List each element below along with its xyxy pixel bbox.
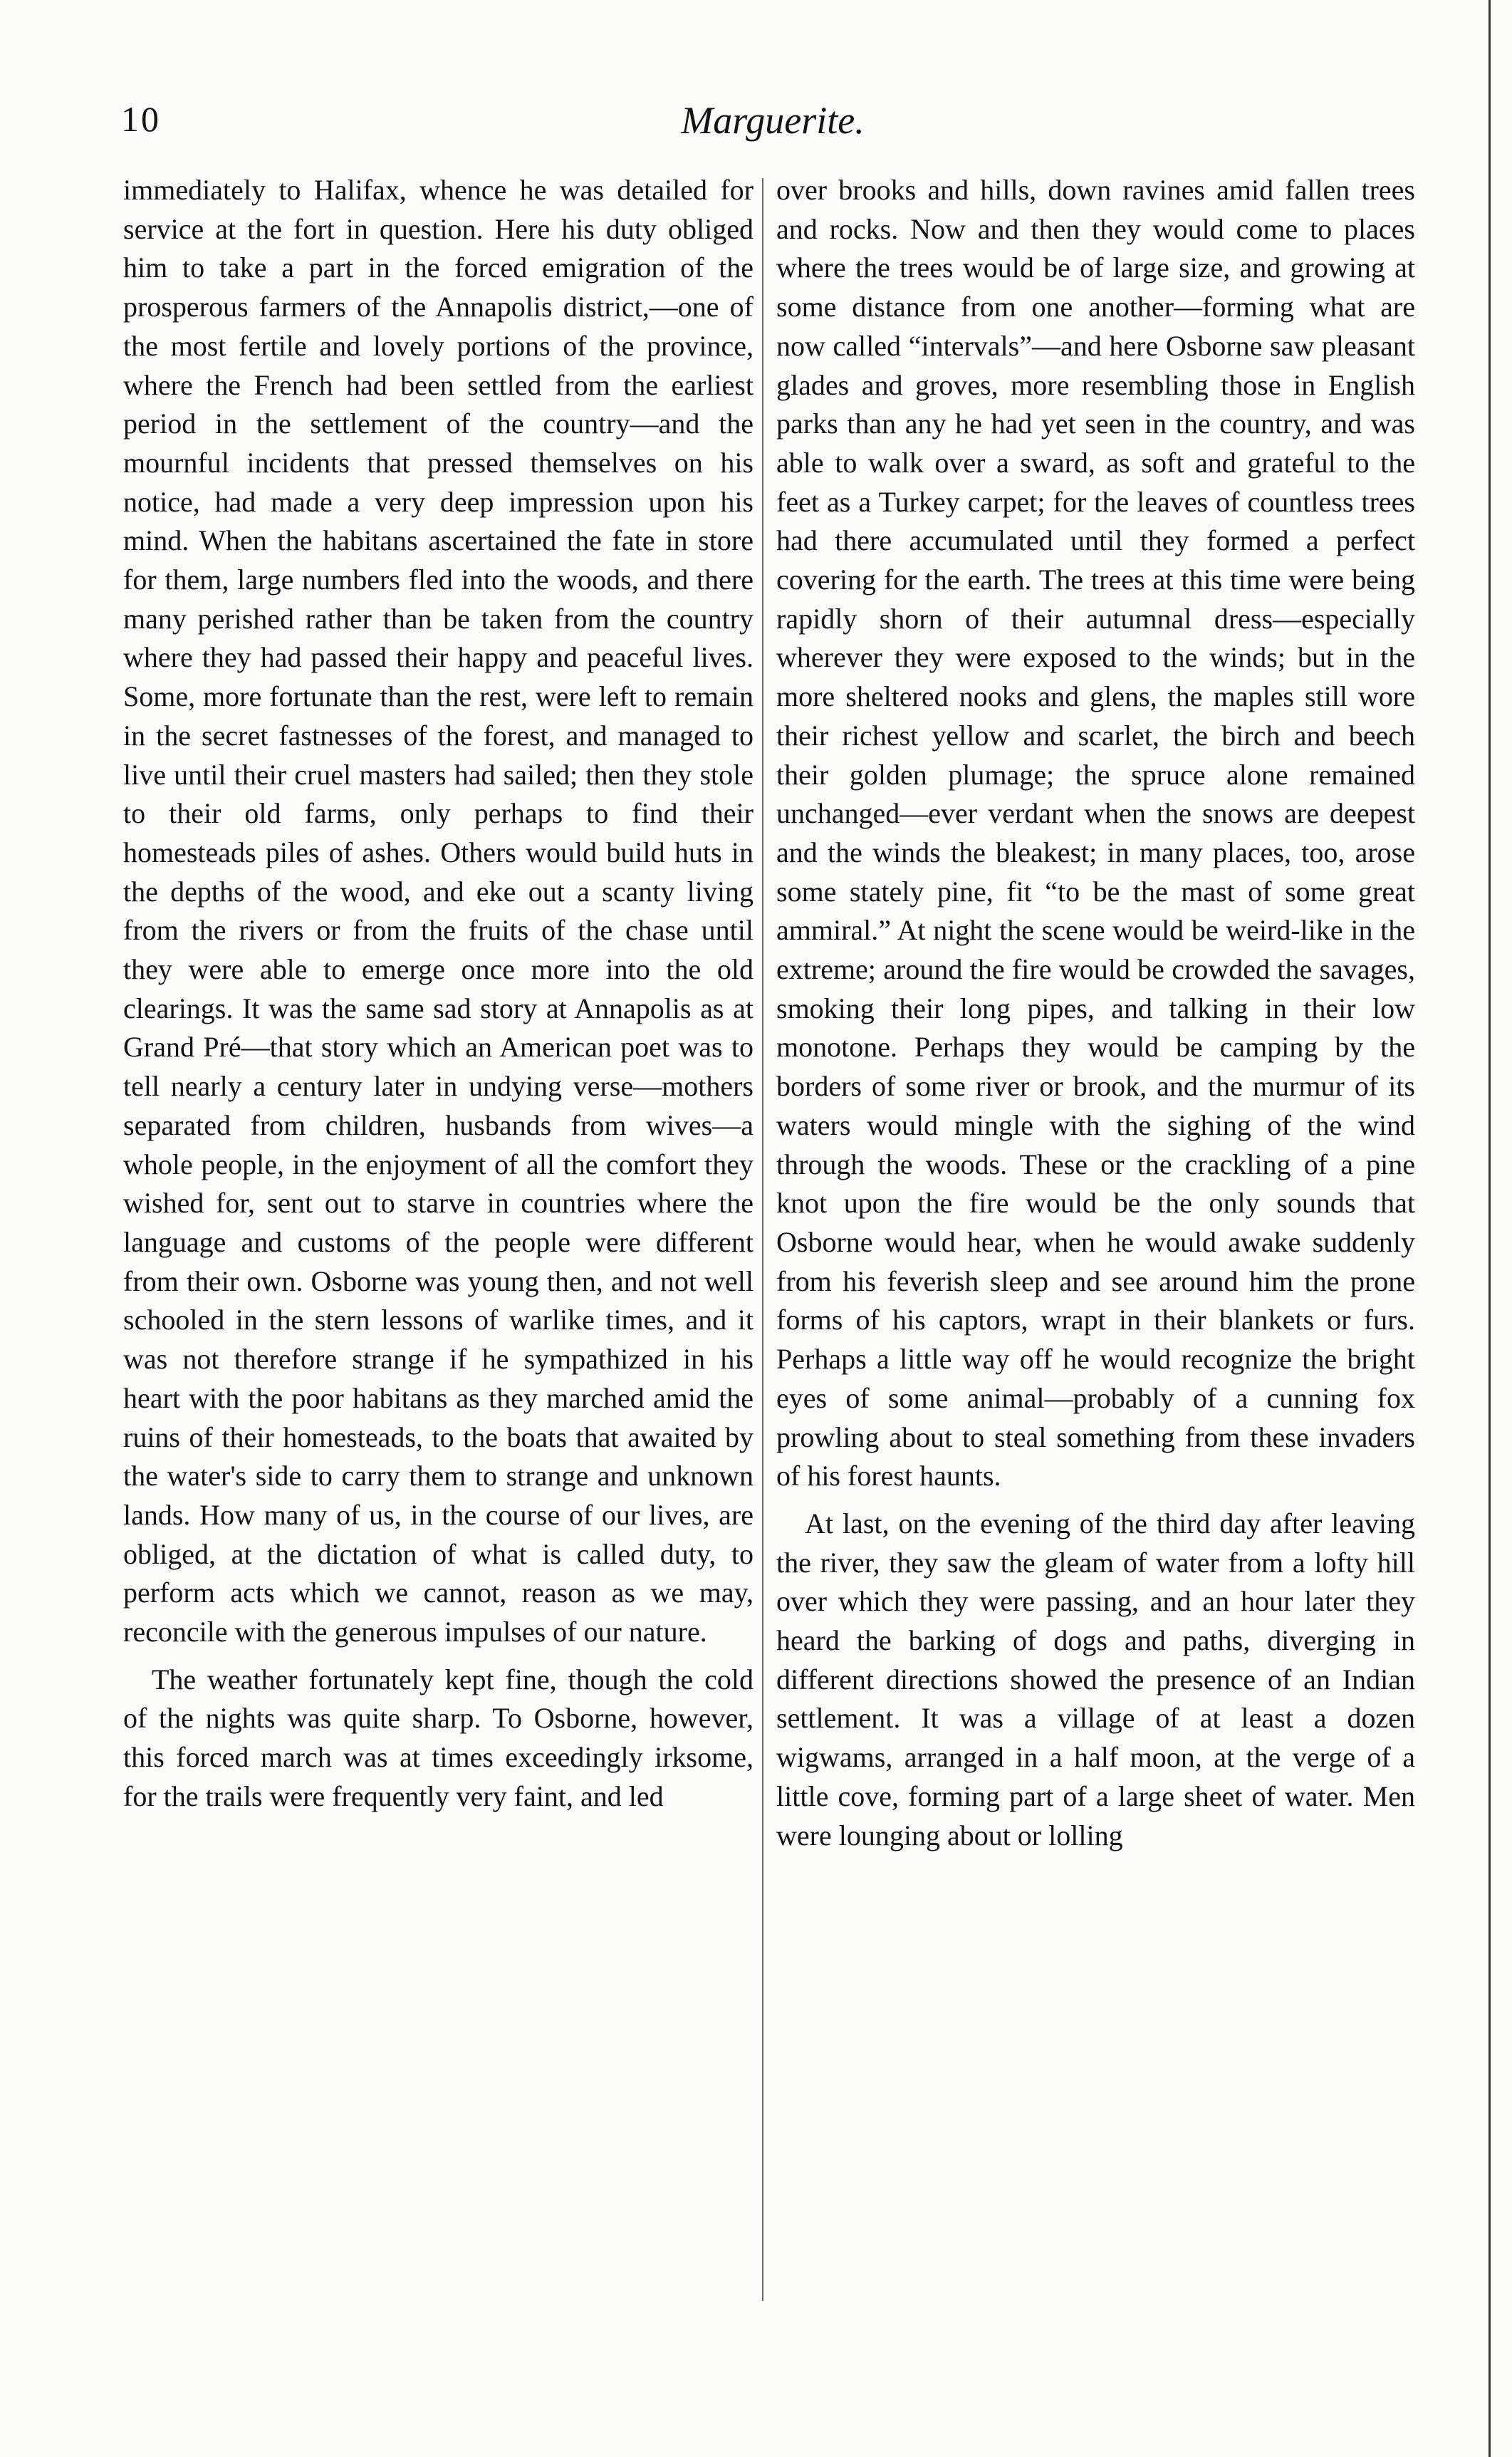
page-edge bbox=[1488, 0, 1491, 2457]
right-column bbox=[776, 171, 1415, 1855]
left-column bbox=[123, 171, 754, 1817]
page-number: 10 bbox=[121, 99, 161, 139]
right-paragraph-1: over brooks and hills, down ravines amid fallen trees and rocks. Now and then they would come to places where the trees would be of large size, and growing at some distance from one another—forming what are now called “intervals”—and here Osborne saw pleasant glades and groves, more resembling those in English parks than any he had yet seen in the country, and was able to walk over a sward, as soft and grateful to the feet as a Turkey carpet; for the leaves of countless trees had there accumulated until they formed a perfect covering for the earth. The trees at this time were being rapidly shorn of their autumnal dress—especially wherever they were exposed to the winds; but in the more sheltered nooks and glens, the maples still wore their richest yellow and scarlet, the birch and beech their golden plumage; the spruce alone remained unchanged—ever verdant when the snows are deepest and the winds the bleakest; in many places, too, arose some stately pine, fit “to be the mast of some great ammiral.” At night the scene would be weird-like in the extreme; around the fire would be crowded the savages, smoking their long pipes, and talking in their low monotone. Perhaps they would be camping by the borders of some river or brook, and the murmur of its waters would mingle with the sighing of the wind through the woods. These or the crackling of a pine knot upon the fire would be the only sounds that Osborne would hear, when he would awake suddenly from his feverish sleep and see around him the prone forms of his captors, wrapt in their blankets or furs. Perhaps a little way off he would recognize the bright eyes of some animal—probably of a cunning fox prowling about to steal something from these invaders of his forest haunts. bbox=[776, 174, 1415, 1492]
left-paragraph-2: The weather fortunately kept fine, though the cold of the nights was quite sharp. To Osborne, however, this forced march was at times exceedingly irksome, for the trails were frequently very faint, and led bbox=[123, 1663, 754, 1812]
right-paragraph-2: At last, on the evening of the third day after leaving the river, they saw the gleam of water from a lofty hill over which they were passing, and an hour later they heard the barking of dogs and paths, diverging in different directions showed the presence of an Indian settlement. It was a village of at least a dozen wigwams, arranged in a half moon, at the verge of a little cove, forming part of a large sheet of water. Men were lounging about or lolling bbox=[776, 1507, 1415, 1851]
page-header bbox=[121, 98, 1424, 148]
column-divider bbox=[762, 178, 763, 2301]
left-paragraph-1: immediately to Halifax, whence he was detailed for service at the fort in question. Here his duty obliged him to take a part in the forced emigration of the prosperous farmers of the Annapolis district,—one of the most fertile and lovely portions of the province, where the French had been settled from the earliest period in the settlement of the country—and the mournful incidents that pressed themselves on his notice, had made a very deep impression upon his mind. When the habitans ascertained the fate in store for them, large numbers fled into the woods, and there many perished rather than be taken from the country where they had passed their happy and peaceful lives. Some, more fortunate than the rest, were left to remain in the secret fastnesses of the forest, and managed to live until their cruel masters had sailed; then they stole to their old farms, only perhaps to find their homesteads piles of ashes. Others would build huts in the depths of the wood, and eke out a scanty living from the rivers or from the fruits of the chase until they were able to emerge once more into the old clearings. It was the same sad story at Annapolis as at Grand Pré—that story which an American poet was to tell nearly a century later in undying verse—mothers separated from children, husbands from wives—a whole people, in the enjoyment of all the comfort they wished for, sent out to starve in countries where the language and customs of the people were different from their own. Osborne was young then, and not well schooled in the stern lessons of warlike times, and it was not therefore strange if he sympathized in his heart with the poor habitans as they marched amid the ruins of their homesteads, to the boats that awaited by the water's side to carry them to strange and unknown lands. How many of us, in the course of our lives, are obliged, at the dictation of what is called duty, to perform acts which we cannot, reason as we may, reconcile with the generous impulses of our nature. bbox=[123, 174, 754, 1648]
running-title: Marguerite. bbox=[681, 99, 865, 142]
